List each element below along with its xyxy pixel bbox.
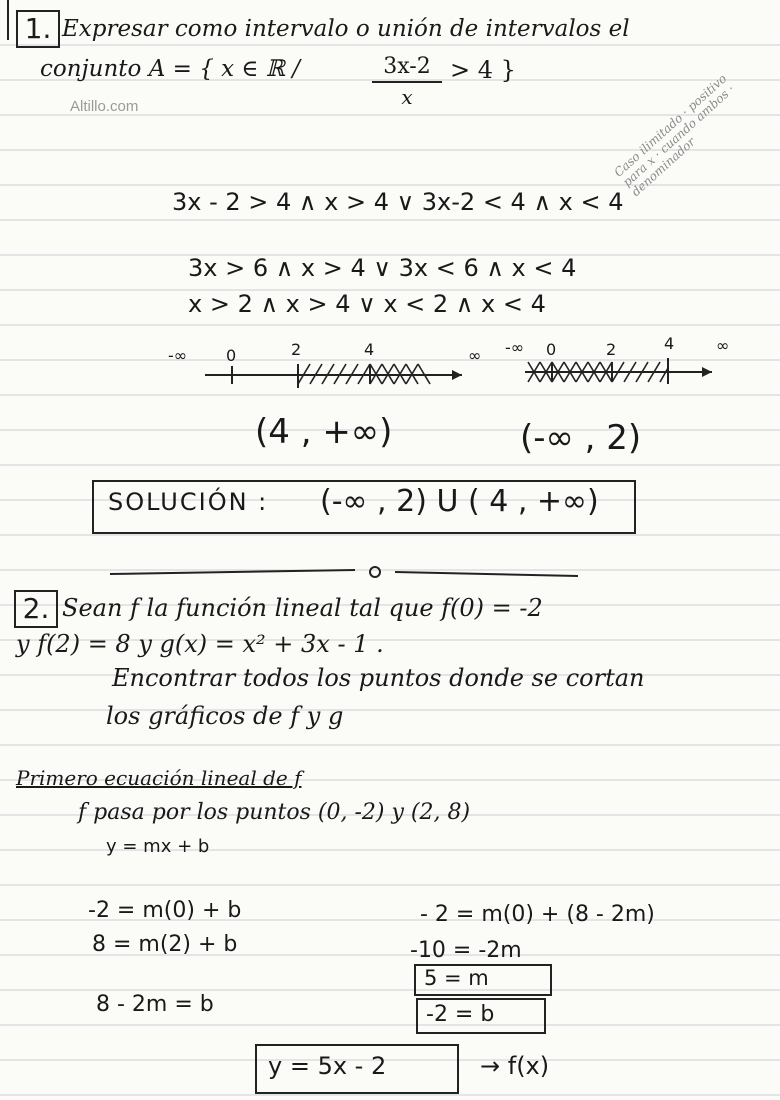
result-1: - 2 = m(0) + (8 - 2m) bbox=[420, 902, 655, 927]
nl-right-label-inf: ∞ bbox=[716, 336, 730, 355]
interval-a: (4 , +∞) bbox=[255, 412, 393, 452]
problem-1-heading-line2: conjunto A = { x ∈ ℝ / bbox=[40, 56, 300, 82]
result-2: -10 = -2m bbox=[410, 938, 522, 963]
problem-2-number-text: 2. bbox=[22, 592, 50, 625]
nl-right-label-4: 4 bbox=[664, 334, 675, 353]
solution-label: SOLUCIÓN : bbox=[108, 488, 269, 516]
nl-left-label-neg-inf: -∞ bbox=[168, 346, 188, 365]
fraction-denominator: x bbox=[401, 85, 413, 109]
problem-2-line3: Encontrar todos los puntos donde se cortan bbox=[112, 664, 645, 692]
problem-2-number bbox=[14, 590, 58, 628]
solution-value: (-∞ , 2) U ( 4 , +∞) bbox=[320, 484, 599, 519]
step-3: x > 2 ∧ x > 4 ∨ x < 2 ∧ x < 4 bbox=[188, 290, 546, 318]
result-3: 5 = m bbox=[424, 966, 489, 990]
separator-dot bbox=[370, 567, 380, 577]
eq-1: -2 = m(0) + b bbox=[88, 898, 242, 923]
nl-right-label-0: 0 bbox=[546, 340, 557, 359]
eq-2: 8 = m(2) + b bbox=[92, 932, 238, 957]
final-arrow: → f(x) bbox=[480, 1052, 550, 1080]
step-2: 3x > 6 ∧ x > 4 ∨ 3x < 6 ∧ x < 4 bbox=[188, 254, 577, 282]
watermark: Altillo.com bbox=[70, 98, 139, 115]
side-note: Caso ilimitado · positivo para x · cuando ambos · denominador bbox=[611, 71, 738, 199]
nl-left-label-inf: ∞ bbox=[468, 346, 482, 365]
number-line-left-arrow bbox=[452, 370, 462, 380]
result-4: -2 = b bbox=[426, 1002, 495, 1027]
problem-2-line1: Sean f la función lineal tal que f(0) = -2 bbox=[62, 594, 543, 622]
separator-right bbox=[395, 572, 578, 576]
step-1: 3x - 2 > 4 ∧ x > 4 ∨ 3x-2 < 4 ∧ x < 4 bbox=[172, 188, 624, 216]
passes-through-points: f pasa por los puntos (0, -2) y (2, 8) bbox=[78, 800, 471, 825]
problem-1-number-text: 1. bbox=[24, 12, 52, 45]
nl-left-label-2: 2 bbox=[291, 340, 302, 359]
nl-left-label-4: 4 bbox=[364, 340, 375, 359]
interval-b: (-∞ , 2) bbox=[520, 418, 642, 458]
problem-2-line2: y f(2) = 8 y g(x) = x² + 3x - 1 . bbox=[16, 630, 384, 658]
number-line-right-arrow bbox=[702, 367, 712, 377]
problem-2-line4: los gráficos de f y g bbox=[106, 702, 344, 730]
nl-right-label-2: 2 bbox=[606, 340, 617, 359]
fraction-numerator: 3x-2 bbox=[383, 54, 431, 79]
separator-left bbox=[110, 570, 355, 574]
nl-left-label-0: 0 bbox=[226, 346, 237, 365]
eq-3: 8 - 2m = b bbox=[96, 992, 214, 1017]
problem-1-heading-line1: Expresar como intervalo o unión de intervalos el bbox=[62, 16, 630, 42]
subheading: Primero ecuación lineal de f bbox=[16, 766, 302, 790]
nl-right-label-neg-inf: -∞ bbox=[505, 338, 525, 357]
inequality-tail: > 4 } bbox=[450, 56, 516, 84]
general-form: y = mx + b bbox=[106, 836, 210, 857]
final-equation: y = 5x - 2 bbox=[268, 1052, 387, 1080]
